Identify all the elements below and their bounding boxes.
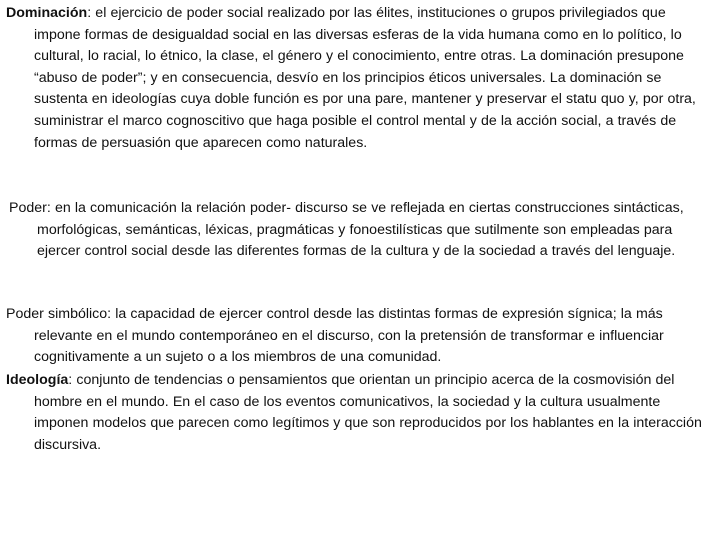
glossary-term: Poder simbólico bbox=[6, 306, 108, 322]
glossary-definition: el ejercicio de poder social realizado por las élites, instituciones o grupos privilegiados que impone formas de desigualdad social en las diversas esferas de la vida humana como en lo político, lo cultural, lo racial, lo étnico, la clase, el género y el conocimiento, entre otras. La dominación presupone “abuso de poder”; y en consecuencia, desvío en los principios éticos universales. La dominación se sustenta en ideologías cuya doble función es por una pare, mantener y preservar el statu quo y, por otra, suministrar el marco cognoscitivo que haga posible el control mental y de la acción social, a través de formas de persuasión que aparecen como naturales. bbox=[34, 5, 696, 151]
glossary-entry-dominacion bbox=[6, 3, 708, 154]
glossary-entry-poder bbox=[9, 198, 710, 263]
glossary-entry-ideologia bbox=[6, 370, 708, 456]
glossary-definition: la capacidad de ejercer control desde las distintas formas de expresión sígnica; la más relevante en el mundo contemporáneo en el discurso, con la pretensión de transformar e influenciar cognitivamente a un sujeto o a los miembros de una comunidad. bbox=[34, 306, 664, 366]
glossary-term: Dominación bbox=[6, 5, 88, 21]
glossary-definition: en la comunicación la relación poder- discurso se ve reflejada en ciertas construcciones sintácticas, morfológicas, semánticas, léxicas, pragmáticas y fonoestilísticas que sutilmente son empleadas para ejercer control social desde las diferentes formas de la cultura y de la sociedad a través del lenguaje. bbox=[37, 200, 684, 260]
term-separator: : bbox=[107, 306, 112, 322]
glossary-entry-poder-simbolico bbox=[6, 304, 708, 369]
term-separator: : bbox=[46, 200, 51, 216]
term-separator: : bbox=[87, 5, 92, 21]
glossary-definition: conjunto de tendencias o pensamientos que orientan un principio acerca de la cosmovisión del hombre en el mundo. En el caso de los eventos comunicativos, la sociedad y la cultura usualmente imponen modelos que parecen como legítimos y que son reproducidos por los hablantes en la interacción discursiva. bbox=[34, 372, 702, 453]
term-separator: : bbox=[68, 372, 73, 388]
glossary-term: Poder bbox=[9, 200, 47, 216]
glossary-term: Ideología bbox=[6, 372, 69, 388]
